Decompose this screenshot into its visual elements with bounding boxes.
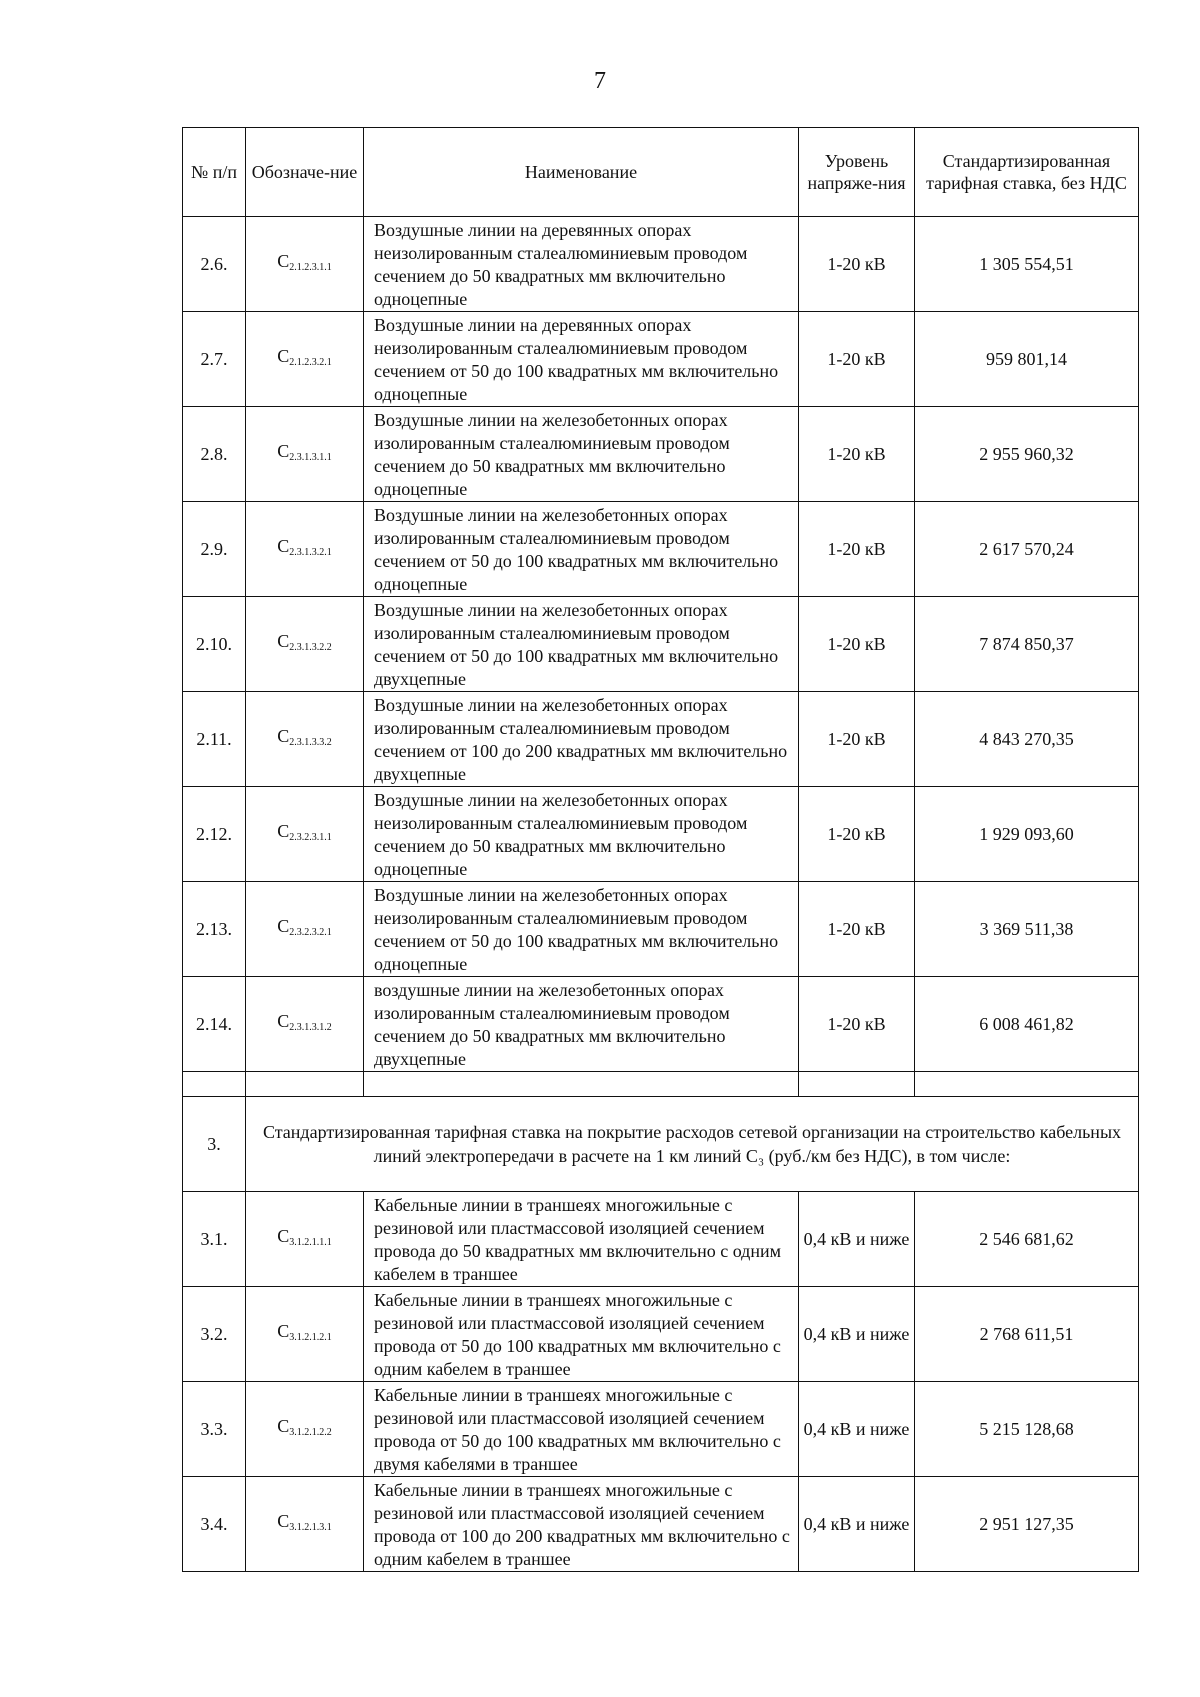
table-row [183,977,1139,1072]
table-row [183,217,1139,312]
row-rate: 3 369 511,38 [915,882,1139,977]
row-name: Воздушные линии на деревянных опорах неизолированным сталеалюминиевым проводом сечением до 50 квадратных мм включительно одноцепные [364,217,799,312]
row-voltage: 0,4 кВ и ниже [799,1382,915,1477]
row-name: Кабельные линии в траншеях многожильные с резиновой или пластмассовой изоляцией сечением провода до 50 квадратных мм включительно с одним кабелем в траншее [364,1192,799,1287]
code-index: 2.3.2.3.2.1 [289,926,332,938]
row-name: Воздушные линии на железобетонных опорах изолированным сталеалюминиевым проводом сечением до 50 квадратных мм включительно одноцепные [364,407,799,502]
row-code [246,407,364,502]
row-number: 3.3. [183,1382,246,1477]
row-code [246,502,364,597]
row-voltage: 0,4 кВ и ниже [799,1287,915,1382]
row-voltage: 1-20 кВ [799,407,915,502]
row-name: Воздушные линии на железобетонных опорах изолированным сталеалюминиевым проводом сечением от 50 до 100 квадратных мм включительно двухцепные [364,597,799,692]
page-number: 7 [594,68,606,94]
blank-cell [799,1072,915,1097]
row-voltage: 1-20 кВ [799,502,915,597]
table-row [183,597,1139,692]
code-index: 3.1.2.1.2.1 [289,1331,332,1343]
code-letter: С [277,1415,290,1436]
table-body-blank [183,1072,1139,1192]
table-row [183,882,1139,977]
row-rate: 1 305 554,51 [915,217,1139,312]
row-code [246,977,364,1072]
section-heading: Стандартизированная тарифная ставка на покрытие расходов сетевой организации на строительство кабельных линий электропередачи в расчете на 1 км линий С₃ (руб./км без НДС), в том числе: [246,1097,1139,1192]
table-row [183,787,1139,882]
table-row [183,502,1139,597]
row-name: Воздушные линии на железобетонных опорах неизолированным сталеалюминиевым проводом сечением до 50 квадратных мм включительно одноцепные [364,787,799,882]
code-index: 2.3.2.3.1.1 [289,831,332,843]
table-row [183,312,1139,407]
row-number: 3.1. [183,1192,246,1287]
table-body-cable-lines [183,1192,1139,1572]
row-name: Кабельные линии в траншеях многожильные с резиновой или пластмассовой изоляцией сечением провода от 50 до 100 квадратных мм включительно с одним кабелем в траншее [364,1287,799,1382]
row-rate: 4 843 270,35 [915,692,1139,787]
row-code [246,1287,364,1382]
table-header-row [183,128,1139,217]
tariff-table [182,127,1139,1572]
row-voltage: 0,4 кВ и ниже [799,1192,915,1287]
row-voltage: 0,4 кВ и ниже [799,1477,915,1572]
row-rate: 2 955 960,32 [915,407,1139,502]
table-row [183,407,1139,502]
header-voltage: Уровень напряже-ния [799,128,915,217]
code-letter: С [277,630,290,651]
row-name: Воздушные линии на железобетонных опорах неизолированным сталеалюминиевым проводом сечением от 50 до 100 квадратных мм включительно одноцепные [364,882,799,977]
table-body-overhead-lines [183,217,1139,1072]
row-voltage: 1-20 кВ [799,217,915,312]
code-letter: С [277,725,290,746]
row-voltage: 1-20 кВ [799,312,915,407]
blank-cell [915,1072,1139,1097]
table-row [183,1477,1139,1572]
code-index: 3.1.2.1.3.1 [289,1521,332,1533]
row-number: 2.14. [183,977,246,1072]
blank-row [183,1072,1139,1097]
row-number: 2.10. [183,597,246,692]
row-number: 2.6. [183,217,246,312]
row-rate: 2 546 681,62 [915,1192,1139,1287]
code-index: 2.3.1.3.3.2 [289,736,332,748]
row-voltage: 1-20 кВ [799,692,915,787]
row-code [246,1477,364,1572]
row-rate: 6 008 461,82 [915,977,1139,1072]
row-number: 2.13. [183,882,246,977]
row-voltage: 1-20 кВ [799,597,915,692]
section-row [183,1097,1139,1192]
row-rate: 1 929 093,60 [915,787,1139,882]
row-name: Воздушные линии на железобетонных опорах изолированным сталеалюминиевым проводом сечением от 100 до 200 квадратных мм включительно двухцепные [364,692,799,787]
code-index: 2.3.1.3.1.2 [289,1021,332,1033]
code-letter: С [277,820,290,841]
table-row [183,1192,1139,1287]
row-rate: 5 215 128,68 [915,1382,1139,1477]
code-letter: С [277,250,290,271]
row-code [246,597,364,692]
header-code: Обозначе-ние [246,128,364,217]
row-number: 3.4. [183,1477,246,1572]
header-num: № п/п [183,128,246,217]
code-index: 3.1.2.1.1.1 [289,1236,332,1248]
section-num: 3. [183,1097,246,1192]
row-voltage: 1-20 кВ [799,882,915,977]
code-letter: С [277,1320,290,1341]
table-row [183,1287,1139,1382]
row-code [246,1192,364,1287]
blank-cell [364,1072,799,1097]
row-code [246,692,364,787]
row-voltage: 1-20 кВ [799,787,915,882]
row-name: Кабельные линии в траншеях многожильные с резиновой или пластмассовой изоляцией сечением провода от 50 до 100 квадратных мм включительно с двумя кабелями в траншее [364,1382,799,1477]
code-letter: С [277,1010,290,1031]
code-letter: С [277,1510,290,1531]
code-index: 2.1.2.3.1.1 [289,261,332,273]
code-letter: С [277,535,290,556]
table-row [183,692,1139,787]
row-code [246,882,364,977]
blank-cell [246,1072,364,1097]
row-rate: 7 874 850,37 [915,597,1139,692]
row-code [246,217,364,312]
code-letter: С [277,915,290,936]
row-name: Кабельные линии в траншеях многожильные с резиновой или пластмассовой изоляцией сечением провода от 100 до 200 квадратных мм включительно с одним кабелем в траншее [364,1477,799,1572]
row-code [246,787,364,882]
row-rate: 2 768 611,51 [915,1287,1139,1382]
code-index: 2.3.1.3.2.2 [289,641,332,653]
row-code [246,1382,364,1477]
row-name: Воздушные линии на деревянных опорах неизолированным сталеалюминиевым проводом сечением от 50 до 100 квадратных мм включительно одноцепные [364,312,799,407]
table-row [183,1382,1139,1477]
header-rate: Стандартизированная тарифная ставка, без НДС [915,128,1139,217]
row-number: 2.9. [183,502,246,597]
row-rate: 959 801,14 [915,312,1139,407]
code-letter: С [277,1225,290,1246]
row-number: 2.12. [183,787,246,882]
row-name: воздушные линии на железобетонных опорах изолированным сталеалюминиевым проводом сечением до 50 квадратных мм включительно двухцепные [364,977,799,1072]
header-name: Наименование [364,128,799,217]
row-number: 2.11. [183,692,246,787]
row-number: 2.8. [183,407,246,502]
row-rate: 2 951 127,35 [915,1477,1139,1572]
code-letter: С [277,440,290,461]
code-index: 2.3.1.3.2.1 [289,546,332,558]
row-voltage: 1-20 кВ [799,977,915,1072]
code-index: 3.1.2.1.2.2 [289,1426,332,1438]
row-rate: 2 617 570,24 [915,502,1139,597]
code-index: 2.3.1.3.1.1 [289,451,332,463]
code-index: 2.1.2.3.2.1 [289,356,332,368]
row-code [246,312,364,407]
row-number: 2.7. [183,312,246,407]
code-letter: С [277,345,290,366]
blank-cell [183,1072,246,1097]
row-name: Воздушные линии на железобетонных опорах изолированным сталеалюминиевым проводом сечением от 50 до 100 квадратных мм включительно одноцепные [364,502,799,597]
row-number: 3.2. [183,1287,246,1382]
